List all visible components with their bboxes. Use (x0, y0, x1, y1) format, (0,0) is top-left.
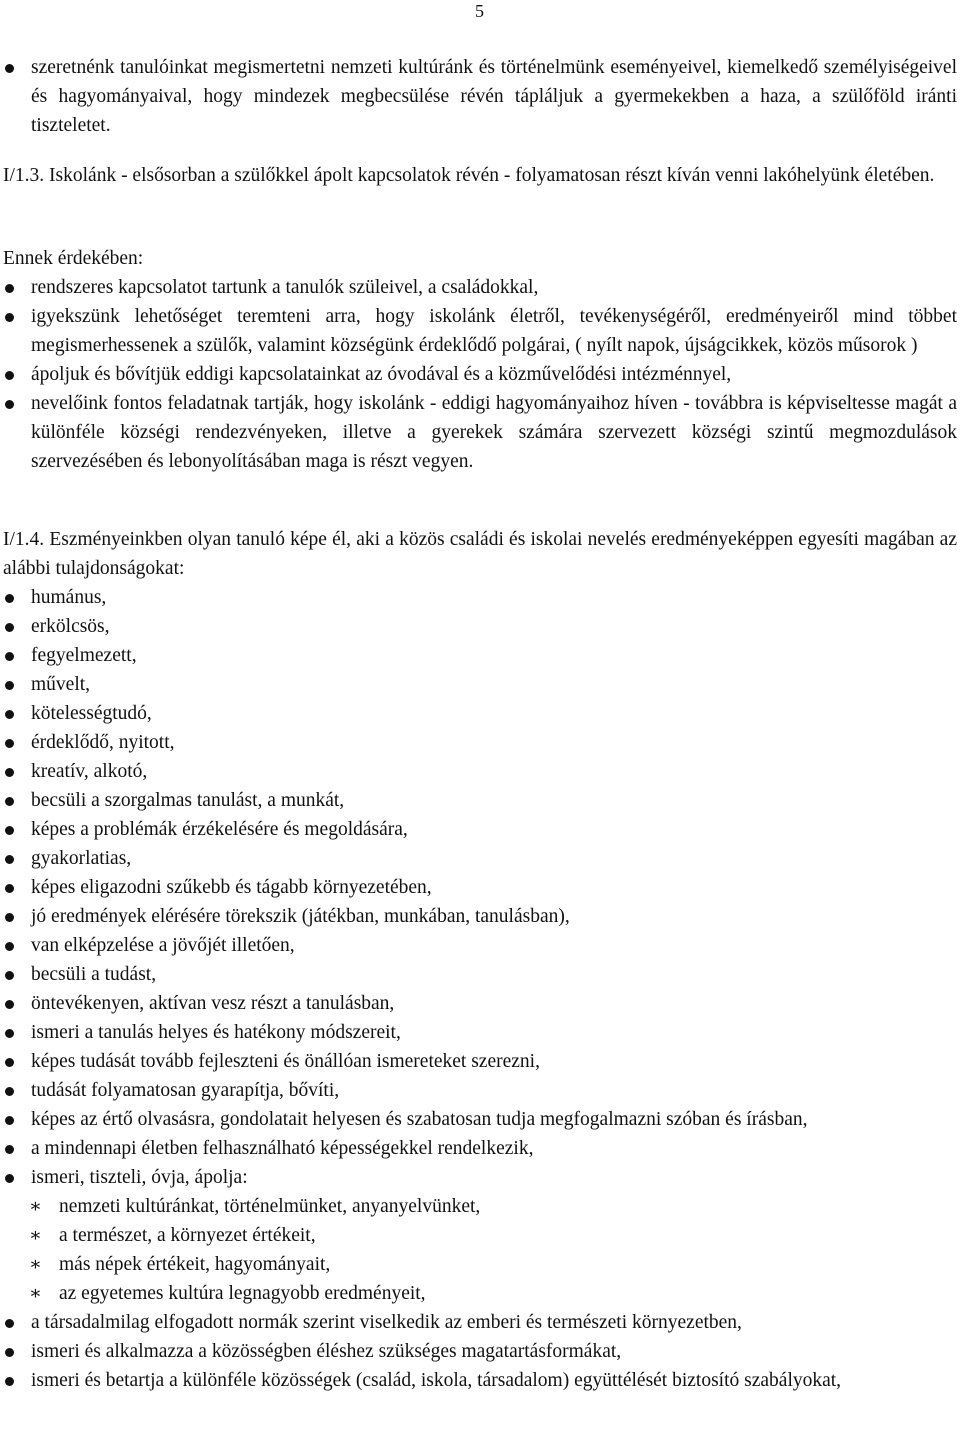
list-item (3, 699, 957, 728)
list-item (3, 1076, 957, 1105)
ennek-section (3, 244, 957, 476)
list-item-text: képes a problémák érzékelésére és megoldására, (31, 819, 408, 840)
bullet-icon (5, 797, 14, 806)
list-item-text: ismeri, tiszteli, óvja, ápolja: (31, 1167, 248, 1188)
page-number: 5 (475, 1, 484, 21)
list-item (3, 873, 957, 902)
list-item (3, 728, 957, 757)
list-item (3, 612, 957, 641)
list-item (3, 844, 957, 873)
bullet-icon (5, 1319, 14, 1328)
list-item-text: képes az értő olvasásra, gondolatait helyesen és szabatosan tudja megfogalmazni szóban és írásban, (31, 1109, 808, 1130)
list-item (3, 302, 957, 360)
qualities-list (3, 583, 957, 1192)
intro-section (3, 53, 957, 140)
list-item (3, 902, 957, 931)
sub-list-item-text: más népek értékeit, hagyományait, (59, 1254, 331, 1275)
bullet-icon (5, 594, 14, 603)
section-1-4 (3, 525, 957, 1395)
list-item-text: képes eligazodni szűkebb és tágabb környezetében, (31, 877, 432, 898)
list-item (3, 583, 957, 612)
list-item (3, 641, 957, 670)
list-item-text: a társadalmilag elfogadott normák szerint viselkedik az emberi és természeti környezetben, (31, 1312, 742, 1333)
asterisk-icon: ∗ (29, 1283, 42, 1304)
list-item-text: szeretnénk tanulóinkat megismertetni nemzeti kultúránk és történelmünk eseményeivel, kiemelkedő személyiségeivel és hagyományaival, hogy mindezek megbecsülése révén tápláljuk a gyermekekben a haza, a szülőföld iránti tiszteletet. (31, 57, 957, 136)
bullet-icon (5, 913, 14, 922)
section-1-3-text: I/1.3. Iskolánk - elsősorban a szülőkkel ápolt kapcsolatok révén - folyamatosan részt kíván venni lakóhelyünk életében. (3, 165, 935, 186)
bullet-icon (5, 371, 14, 380)
bullet-icon (5, 826, 14, 835)
bullet-icon (5, 739, 14, 748)
bullet-icon (5, 1348, 14, 1357)
list-item (3, 960, 957, 989)
list-item-text: kötelességtudó, (31, 703, 152, 724)
list-item-text: fegyelmezett, (31, 645, 137, 666)
list-item-text: jó eredmények elérésére törekszik (játékban, munkában, tanulásban), (31, 906, 570, 927)
sub-list (3, 1192, 957, 1308)
list-item (3, 273, 957, 302)
asterisk-icon: ∗ (29, 1196, 42, 1217)
bullet-icon (5, 623, 14, 632)
list-item-text: becsüli a szorgalmas tanulást, a munkát, (31, 790, 345, 811)
sub-list-item (3, 1250, 957, 1279)
bullet-icon (5, 1377, 14, 1386)
bullet-icon (5, 681, 14, 690)
list-item-text: ápoljuk és bővítjük eddigi kapcsolatainkat az óvodával és a közművelődési intézménnyel, (31, 364, 732, 385)
list-item (3, 1018, 957, 1047)
list-item (3, 1308, 957, 1337)
list-item-text: képes tudását tovább fejleszteni és önállóan ismereteket szerezni, (31, 1051, 540, 1072)
sub-list-item (3, 1192, 957, 1221)
bullet-icon (5, 1058, 14, 1067)
bullet-icon (5, 942, 14, 951)
list-item (3, 360, 957, 389)
asterisk-icon: ∗ (29, 1225, 42, 1246)
list-item-text: humánus, (31, 587, 107, 608)
bullet-icon (5, 1029, 14, 1038)
list-item-text: ismeri és alkalmazza a közösségben éléshez szükséges magatartásformákat, (31, 1341, 622, 1362)
ennek-heading: Ennek érdekében: (3, 248, 144, 269)
ennek-list (3, 273, 957, 476)
list-item-text: kreatív, alkotó, (31, 761, 148, 782)
bullet-icon (5, 313, 14, 322)
sub-list-item (3, 1221, 957, 1250)
bullet-icon (5, 884, 14, 893)
sub-list-item-text: nemzeti kultúránkat, történelmünket, anyanyelvünket, (59, 1196, 481, 1217)
bullet-icon (5, 1145, 14, 1154)
intro-list (3, 53, 957, 140)
bullet-icon (5, 1116, 14, 1125)
list-item-text: ismeri a tanulás helyes és hatékony módszereit, (31, 1022, 401, 1043)
bullet-icon (5, 1000, 14, 1009)
list-item (3, 757, 957, 786)
bullet-icon (5, 710, 14, 719)
bullet-icon (5, 64, 14, 73)
list-item (3, 1337, 957, 1366)
after-list (3, 1308, 957, 1395)
list-item-text: ismeri és betartja a különféle közösségek (család, iskola, társadalom) együttélését biztosító szabályokat, (31, 1370, 842, 1391)
list-item (3, 1366, 957, 1395)
bullet-icon (5, 652, 14, 661)
list-item-text: nevelőink fontos feladatnak tartják, hogy iskolánk - eddigi hagyományaihoz híven - továbbra is képviseltesse magát a különféle községi rendezvényeken, illetve a gyerekek számára szervezett községi szintű megmozdulások szervezésében és lebonyolításában maga is részt vegyen. (31, 393, 957, 472)
list-item-text: érdeklődő, nyitott, (31, 732, 175, 753)
list-item (3, 389, 957, 476)
section-1-4-text: I/1.4. Eszményeinkben olyan tanuló képe él, aki a közös családi és iskolai nevelés eredményeképpen egyesíti magában az alábbi tulajdonságokat: (3, 529, 957, 579)
list-item-text: van elképzelése a jövőjét illetően, (31, 935, 295, 956)
list-item-text: művelt, (31, 674, 91, 695)
list-item-text: rendszeres kapcsolatot tartunk a tanulók szüleivel, a családokkal, (31, 277, 539, 298)
list-item-text: igyekszünk lehetőséget teremteni arra, hogy iskolánk életről, tevékenységéről, eredményeiről mind többet megismerhessenek a szülők, valamint községünk érdeklődő polgárai, ( nyílt napok, újságcikkek, közös műsorok ) (31, 306, 957, 356)
sub-list-item (3, 1279, 957, 1308)
list-item (3, 1163, 957, 1192)
bullet-icon (5, 855, 14, 864)
list-item (3, 670, 957, 699)
sub-list-item-text: az egyetemes kultúra legnagyobb eredményeit, (59, 1283, 426, 1304)
sub-list-item-text: a természet, a környezet értékeit, (59, 1225, 316, 1246)
bullet-icon (5, 768, 14, 777)
list-item-text: öntevékenyen, aktívan vesz részt a tanulásban, (31, 993, 395, 1014)
list-item (3, 989, 957, 1018)
bullet-icon (5, 971, 14, 980)
list-item (3, 786, 957, 815)
list-item (3, 931, 957, 960)
section-1-3 (3, 161, 957, 190)
list-item-text: becsüli a tudást, (31, 964, 157, 985)
list-item (3, 1134, 957, 1163)
list-item-text: a mindennapi életben felhasználható képességekkel rendelkezik, (31, 1138, 534, 1159)
bullet-icon (5, 400, 14, 409)
bullet-icon (5, 1087, 14, 1096)
list-item-text: gyakorlatias, (31, 848, 132, 869)
bullet-icon (5, 284, 14, 293)
list-item (3, 815, 957, 844)
list-item (3, 53, 957, 140)
bullet-icon (5, 1174, 14, 1183)
list-item (3, 1047, 957, 1076)
list-item-text: erkölcsös, (31, 616, 110, 637)
asterisk-icon: ∗ (29, 1254, 42, 1275)
list-item (3, 1105, 957, 1134)
list-item-text: tudását folyamatosan gyarapítja, bővíti, (31, 1080, 340, 1101)
